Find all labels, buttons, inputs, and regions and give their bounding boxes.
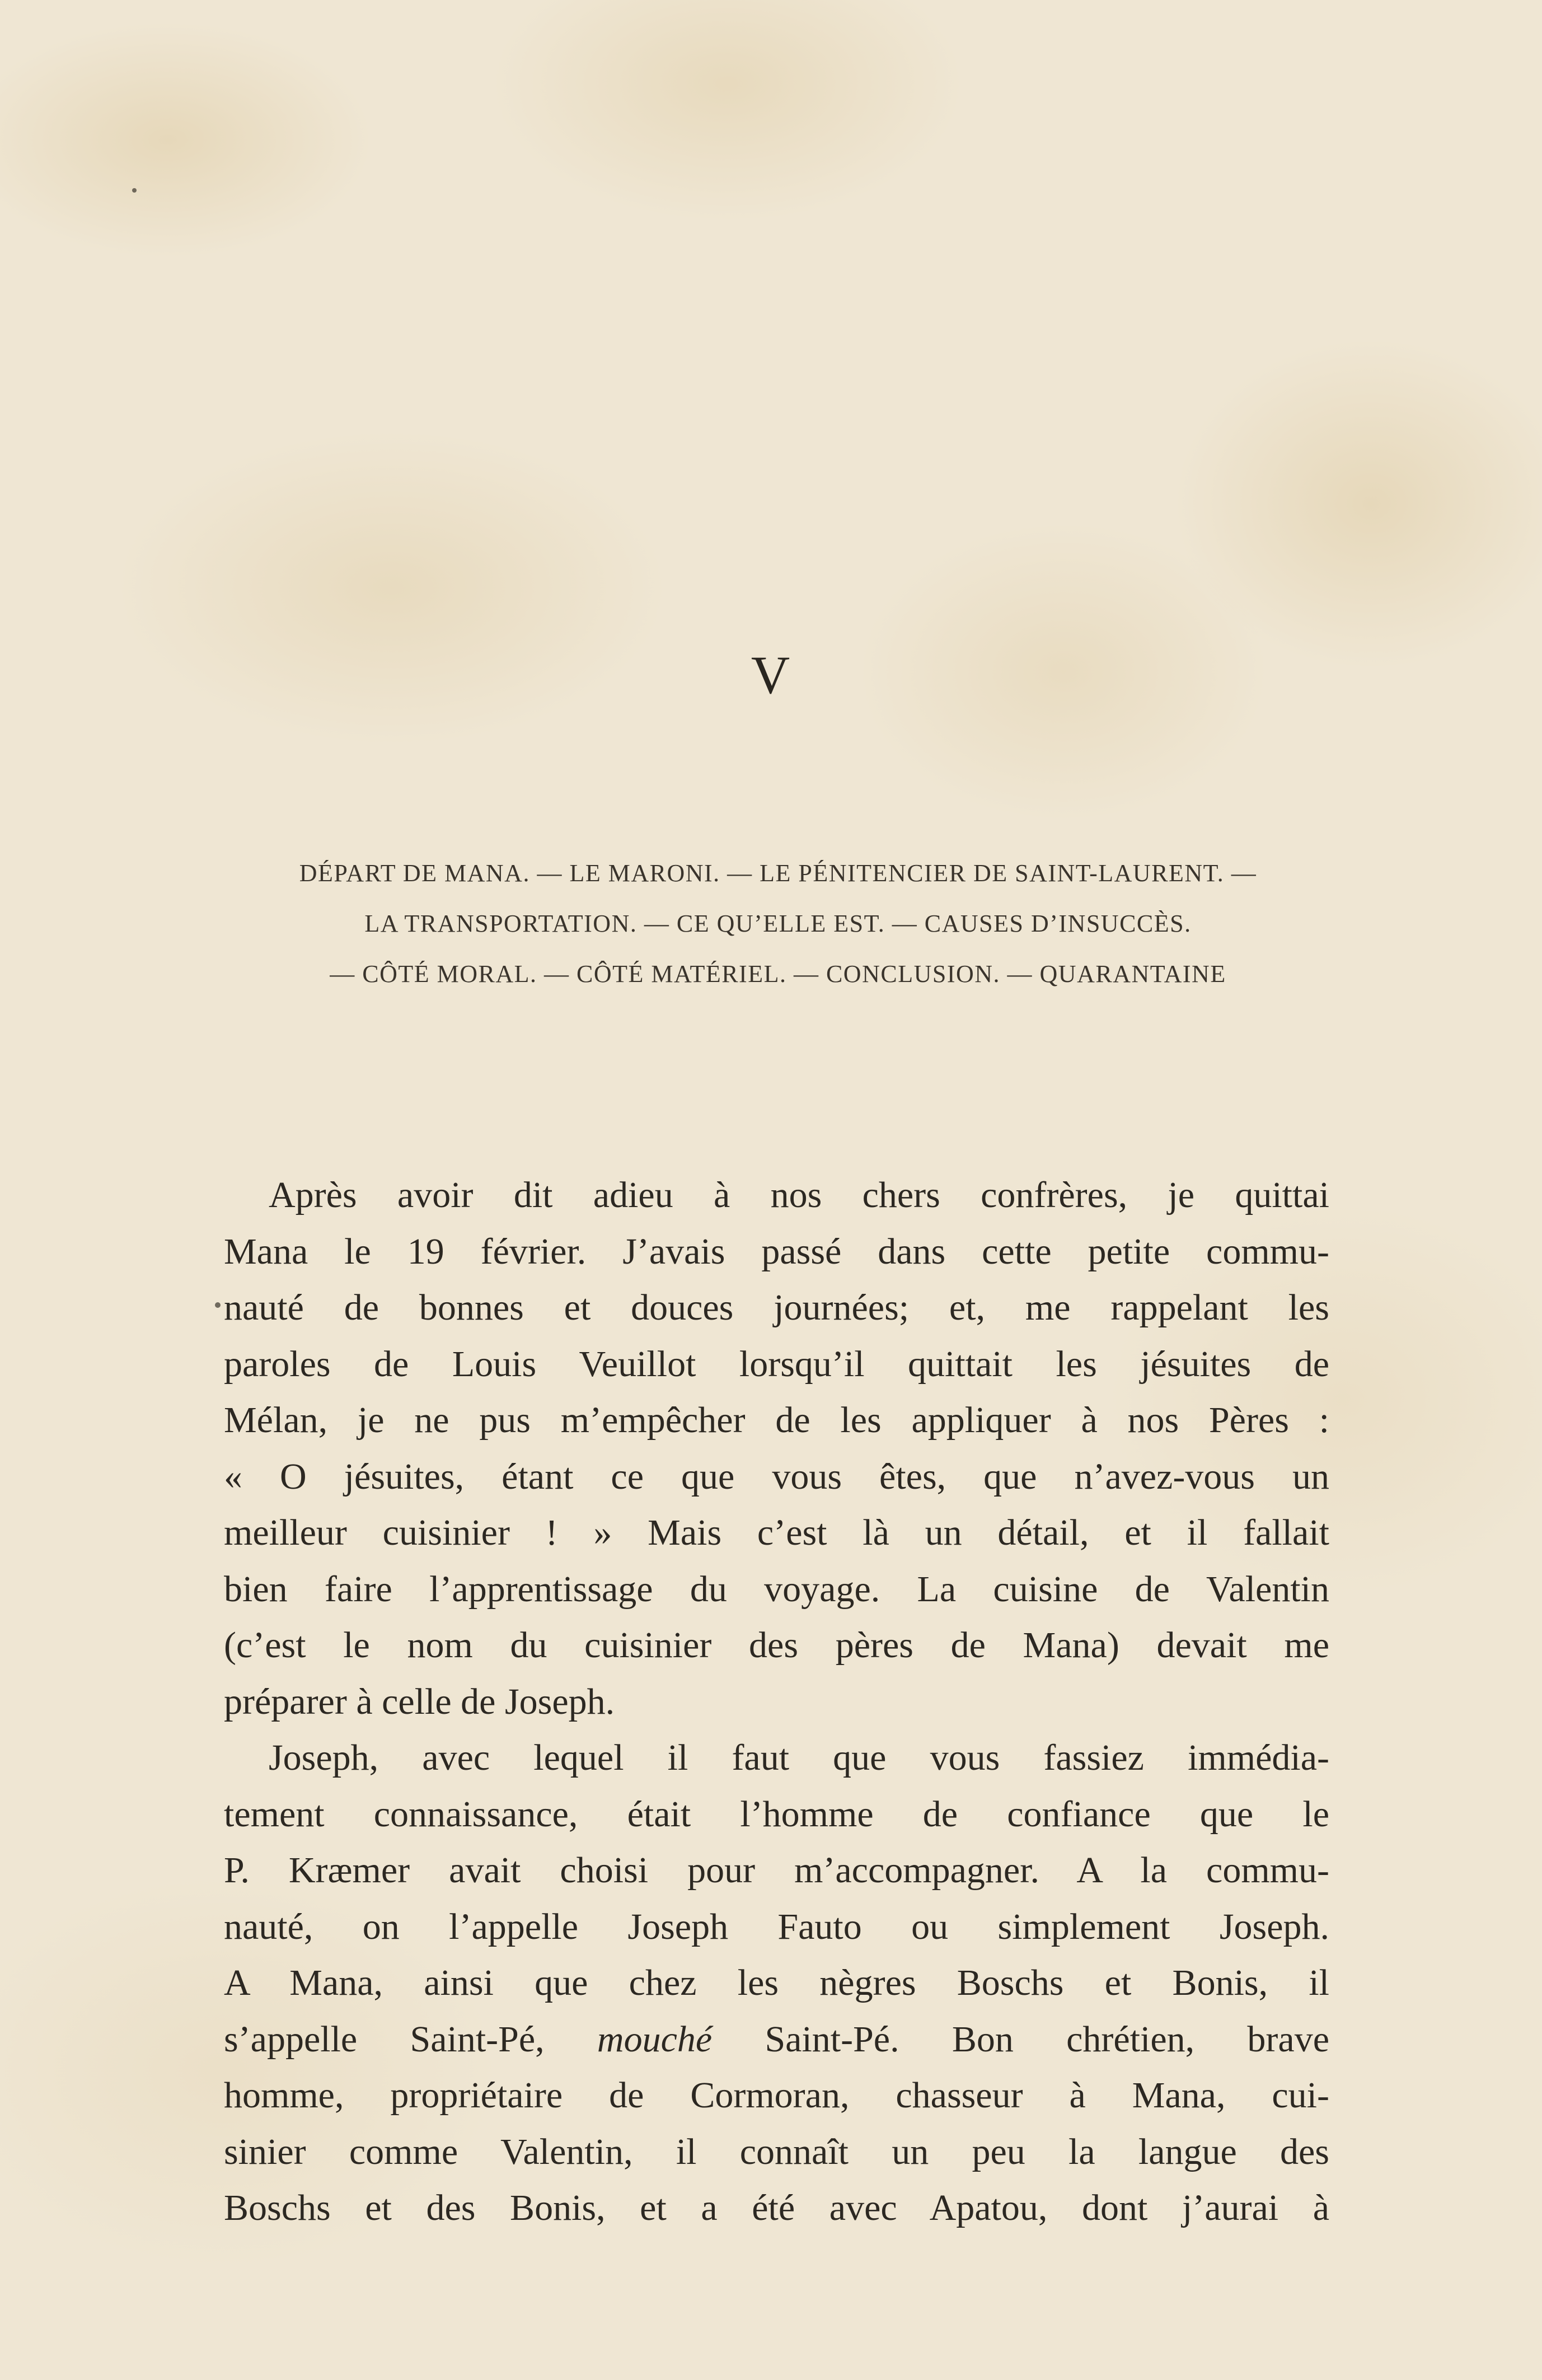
text-segment: Saint-Pé. Bon chrétien, brave — [765, 2018, 1330, 2060]
text-line: tement connaissance, était l’homme de confiance que le — [224, 1793, 1329, 1835]
text-line: nauté, on l’appelle Joseph Fauto ou simplement Joseph. — [224, 1906, 1329, 1947]
paper-speck — [215, 1302, 221, 1308]
text-line: Mana le 19 février. J’avais passé dans cette petite commu- — [224, 1231, 1329, 1272]
text-line: P. Kræmer avait choisi pour m’accompagner. A la commu- — [224, 1850, 1329, 1891]
text-line: Mélan, je ne pus m’empêcher de les appliquer à nos Pères : — [224, 1400, 1329, 1441]
chapter-summary — [213, 848, 1343, 999]
text-line: Joseph, avec lequel il faut que vous fassiez immédia- — [269, 1737, 1329, 1778]
summary-line: — CÔTÉ MORAL. — CÔTÉ MATÉRIEL. — CONCLUSION. — QUARANTAINE — [330, 960, 1226, 988]
summary-line: LA TRANSPORTATION. — CE QU’ELLE EST. — CAUSES D’INSUCCÈS. — [364, 910, 1192, 937]
chapter-number: V — [751, 645, 791, 705]
body-text — [224, 1167, 1329, 2237]
text-line: A Mana, ainsi que chez les nègres Boschs et Bonis, il — [224, 1962, 1329, 2003]
text-line: bien faire l’apprentissage du voyage. La cuisine de Valentin — [224, 1568, 1329, 1610]
paper-speck — [132, 188, 137, 193]
italic-word: mouché — [597, 2018, 713, 2060]
text-line: nauté de bonnes et douces journées; et, me rappelant les — [224, 1287, 1329, 1328]
text-line: Boschs et des Bonis, et a été avec Apatou, dont j’aurai à — [224, 2187, 1329, 2228]
paragraph — [224, 1730, 1329, 2237]
text-line: paroles de Louis Veuillot lorsqu’il quittait les jésuites de — [224, 1343, 1329, 1385]
text-line: Après avoir dit adieu à nos chers confrères, je quittai — [269, 1175, 1329, 1215]
text-line: homme, propriétaire de Cormoran, chasseur à Mana, cui- — [224, 2075, 1329, 2116]
text-line-mixed — [224, 2012, 1329, 2068]
text-line: meilleur cuisinier ! » Mais c’est là un détail, et il fallait — [224, 1512, 1329, 1553]
text-segment: s’appelle Saint-Pé, — [224, 2018, 545, 2060]
paragraph — [224, 1167, 1329, 1730]
text-line: sinier comme Valentin, il connaît un peu la langue des — [224, 2131, 1329, 2172]
text-line: « O jésuites, étant ce que vous êtes, que n’avez-vous un — [224, 1456, 1329, 1497]
text-line: préparer à celle de Joseph. — [224, 1681, 615, 1722]
summary-line: DÉPART DE MANA. — LE MARONI. — LE PÉNITENCIER DE SAINT-LAURENT. — — [299, 859, 1257, 887]
text-line: (c’est le nom du cuisinier des pères de Mana) devait me — [224, 1625, 1329, 1666]
